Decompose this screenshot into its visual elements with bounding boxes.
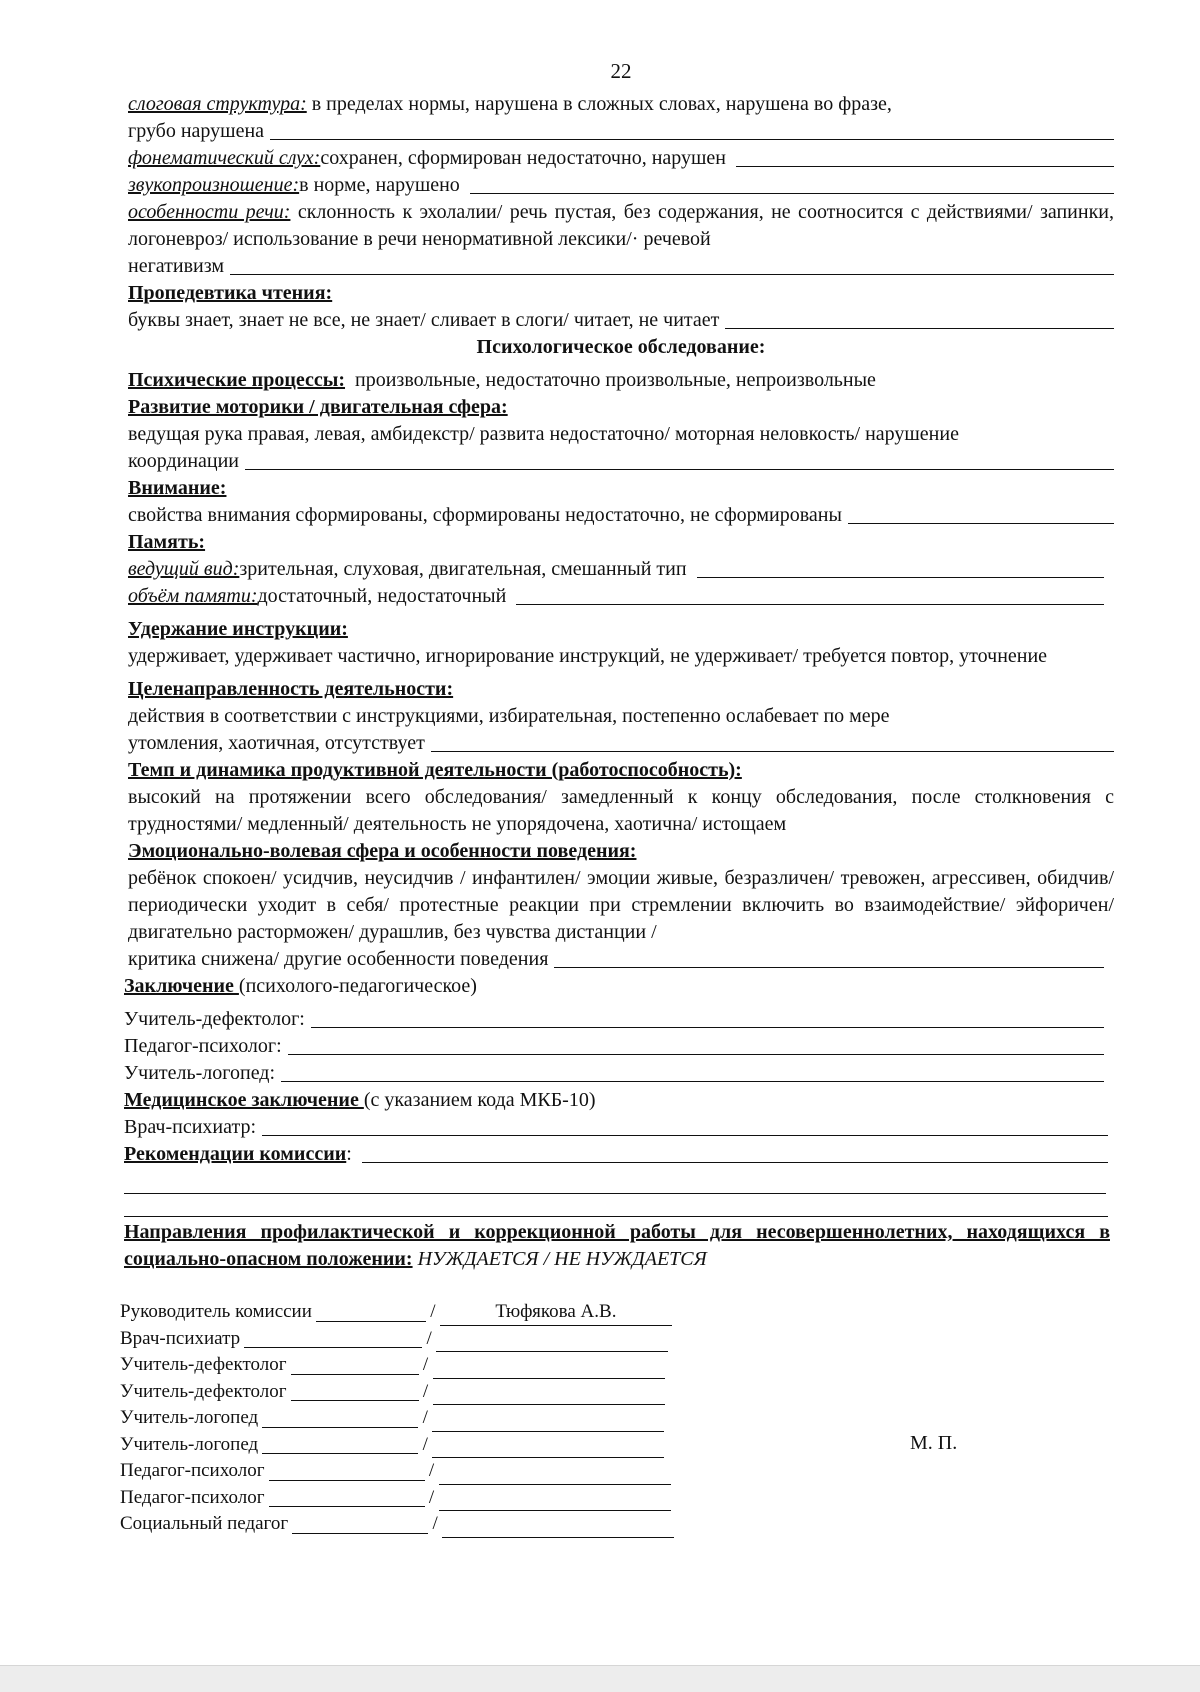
signature-row bbox=[120, 1352, 1114, 1379]
blank-line[interactable] bbox=[124, 1194, 1108, 1217]
reading-line bbox=[128, 307, 1114, 334]
psychiatrist-label: Врач-психиатр: bbox=[124, 1116, 257, 1138]
signature-row bbox=[120, 1432, 1114, 1459]
memory-lead bbox=[128, 556, 1114, 583]
fill-line[interactable] bbox=[431, 750, 1114, 752]
conclusion-header: Заключение bbox=[124, 975, 239, 997]
psych-conclusion bbox=[124, 1033, 1114, 1060]
speech-features bbox=[128, 199, 1114, 253]
syllable-structure bbox=[128, 91, 1114, 118]
viewer-bottom-bar bbox=[0, 1665, 1200, 1692]
fill-line[interactable] bbox=[736, 165, 1114, 167]
signature-row bbox=[120, 1379, 1114, 1406]
instruction-text: удерживает, удерживает частично, игнорирование инструкций, не удерживает/ требуется повтор, уточнение bbox=[128, 645, 1048, 667]
signature-line[interactable] bbox=[292, 1532, 428, 1534]
slash-separator: / bbox=[426, 1327, 432, 1349]
fill-line[interactable] bbox=[725, 327, 1114, 329]
signature-row bbox=[120, 1485, 1114, 1512]
attention-text: свойства внимания сформированы, сформированы недостаточно, не сформированы bbox=[128, 504, 842, 526]
syllable-text: в пределах нормы, нарушена в сложных словах, нарушена во фразе, bbox=[306, 93, 892, 115]
psychiatrist-conclusion bbox=[124, 1114, 1114, 1141]
emotion-text-end: критика снижена/ другие особенности поведения bbox=[128, 948, 549, 970]
signature-role: Учитель-дефектолог bbox=[120, 1354, 287, 1375]
slash-separator: / bbox=[422, 1433, 428, 1455]
emotion-text: ребёнок спокоен/ усидчив, неусидчив / инфантилен/ эмоции живые, безразличен/ тревожен, агрессивен, обидчив/периодически уходит в себя/ протестные реакции при стремлении включить во взаимодействие/ эйфоричен/ двигательно расторможен/ дурашлив, без чувства дистанции / bbox=[128, 867, 1114, 943]
signature-row bbox=[120, 1511, 1114, 1538]
motor-text: ведущая рука правая, левая, амбидекстр/ развита недостаточно/ моторная неловкость/ нарушение bbox=[128, 423, 959, 445]
memory-volume bbox=[128, 583, 1114, 610]
memory-volume-label: объём памяти: bbox=[128, 585, 258, 607]
medical-title bbox=[124, 1087, 1114, 1114]
signature-name[interactable]: Тюфякова А.В. bbox=[440, 1299, 672, 1326]
signature-role: Учитель-логопед bbox=[120, 1407, 259, 1428]
slash-separator: / bbox=[422, 1354, 429, 1375]
sound-pronunciation bbox=[128, 172, 1114, 199]
signature-line[interactable] bbox=[269, 1505, 425, 1507]
slash-separator: / bbox=[428, 1460, 435, 1481]
recommendations-colon: : bbox=[346, 1143, 352, 1165]
fill-line[interactable] bbox=[288, 1053, 1104, 1055]
fill-line[interactable] bbox=[554, 966, 1104, 968]
reading-text: буквы знает, знает не все, не знает/ сливает в слоги/ читает, не читает bbox=[128, 309, 720, 331]
signature-row bbox=[120, 1326, 1114, 1353]
directions bbox=[124, 1219, 1110, 1273]
signature-role: Врач-психиатр bbox=[120, 1327, 241, 1349]
features-text: склонность к эхолалии/ речь пустая, без содержания, не соотносится с действиями/ запинки, логоневроз/ использование в речи ненормативной лексики/· речевой bbox=[128, 201, 1115, 250]
sound-label: звукопроизношение: bbox=[128, 174, 300, 196]
fill-line[interactable] bbox=[848, 522, 1114, 524]
page-number: 22 bbox=[610, 59, 632, 83]
signature-row bbox=[120, 1458, 1114, 1485]
signature-role: Педагог-психолог bbox=[120, 1486, 265, 1508]
features-line bbox=[128, 253, 1114, 280]
syllable-line bbox=[128, 118, 1114, 145]
signature-name[interactable] bbox=[439, 1485, 671, 1512]
recommendations bbox=[124, 1141, 1114, 1168]
memory-lead-text: зрительная, слуховая, двигательная, смешанный тип bbox=[239, 558, 687, 580]
memory-lead-label: ведущий вид: bbox=[128, 558, 240, 580]
slash-separator: / bbox=[430, 1301, 436, 1322]
motor-line bbox=[128, 448, 1114, 475]
stamp-place: М. П. bbox=[910, 1432, 958, 1454]
directions-header: Направления профилактической и коррекционной работы для несовершеннолетних, находящихся в социально-опасном положении: bbox=[124, 1221, 1110, 1270]
fill-line[interactable] bbox=[516, 603, 1104, 605]
fill-line[interactable] bbox=[245, 468, 1114, 470]
attention-header: Внимание: bbox=[128, 477, 227, 499]
signature-line[interactable] bbox=[291, 1373, 419, 1375]
motor-text-end: координации bbox=[128, 450, 240, 472]
slash-separator: / bbox=[422, 1380, 429, 1402]
signature-name[interactable] bbox=[432, 1405, 664, 1432]
signature-name[interactable] bbox=[433, 1352, 665, 1379]
phonemic-text: сохранен, сформирован недостаточно, нарушен bbox=[320, 147, 726, 169]
signature-name[interactable] bbox=[432, 1432, 664, 1459]
logo-conclusion bbox=[124, 1060, 1114, 1087]
signature-line[interactable] bbox=[291, 1399, 419, 1401]
medical-header: Медицинское заключение bbox=[124, 1089, 364, 1111]
fill-line[interactable] bbox=[262, 1134, 1108, 1136]
purpose-header: Целенаправленность деятельности: bbox=[128, 678, 454, 700]
memory-header: Память: bbox=[128, 531, 206, 553]
defect-label: Учитель-дефектолог: bbox=[124, 1008, 305, 1030]
signature-name[interactable] bbox=[433, 1379, 665, 1406]
signatures-block bbox=[120, 1299, 1114, 1538]
syllable-text-end: грубо нарушена bbox=[128, 120, 265, 142]
signature-row bbox=[120, 1299, 1114, 1326]
phonemic-label: фонематический слух: bbox=[128, 147, 321, 169]
signature-line[interactable] bbox=[244, 1346, 422, 1348]
signature-name[interactable] bbox=[436, 1326, 668, 1353]
features-label: особенности речи: bbox=[128, 201, 291, 223]
blank-line[interactable] bbox=[124, 1168, 1106, 1194]
tempo-text: высокий на протяжении всего обследования/ замедленный к концу обследования, после столкновения с трудностями/ медленный/ деятельность не упорядочена, хаотична/ истощаем bbox=[128, 786, 1114, 835]
signature-line[interactable] bbox=[316, 1320, 426, 1322]
defect-conclusion bbox=[124, 1006, 1114, 1033]
signature-name[interactable] bbox=[439, 1458, 671, 1485]
conclusion-note: (психолого-педагогическое) bbox=[238, 975, 477, 997]
tempo-header: Темп и динамика продуктивной деятельности (работоспособность): bbox=[128, 759, 742, 781]
mental-processes bbox=[128, 367, 1114, 394]
fill-line[interactable] bbox=[270, 138, 1114, 140]
psych-title: Психологическое обследование: bbox=[476, 336, 766, 358]
signature-row bbox=[120, 1405, 1114, 1432]
fill-line[interactable] bbox=[362, 1161, 1108, 1163]
fill-line[interactable] bbox=[281, 1080, 1104, 1082]
processes-header: Психические процессы: bbox=[128, 369, 346, 391]
syllable-label: слоговая структура: bbox=[128, 93, 307, 115]
signature-name[interactable] bbox=[442, 1511, 674, 1538]
signature-role: Социальный педагог bbox=[120, 1513, 289, 1534]
slash-separator: / bbox=[432, 1513, 438, 1534]
instruction-header: Удержание инструкции: bbox=[128, 618, 348, 640]
phonemic-hearing bbox=[128, 145, 1114, 172]
reading-header: Пропедевтика чтения: bbox=[128, 282, 333, 304]
fill-line[interactable] bbox=[311, 1026, 1104, 1028]
psych-label: Педагог-психолог: bbox=[124, 1035, 282, 1057]
processes-text: произвольные, недостаточно произвольные, непроизвольные bbox=[345, 369, 876, 391]
emotion-header: Эмоционально-волевая сфера и особенности поведения: bbox=[128, 840, 637, 862]
signature-line[interactable] bbox=[262, 1452, 418, 1454]
directions-value: НУЖДАЕТСЯ / НЕ НУЖДАЕТСЯ bbox=[412, 1248, 707, 1270]
fill-line[interactable] bbox=[697, 576, 1104, 578]
signature-role: Педагог-психолог bbox=[120, 1460, 265, 1481]
sound-text: в норме, нарушено bbox=[299, 174, 460, 196]
fill-line[interactable] bbox=[230, 273, 1114, 275]
memory-volume-text: достаточный, недостаточный bbox=[257, 585, 507, 607]
signature-role: Учитель-дефектолог bbox=[120, 1380, 287, 1402]
fill-line[interactable] bbox=[470, 192, 1114, 194]
motor-header: Развитие моторики / двигательная сфера: bbox=[128, 396, 508, 418]
signature-line[interactable] bbox=[262, 1426, 418, 1428]
attention-line bbox=[128, 502, 1114, 529]
slash-separator: / bbox=[422, 1407, 428, 1428]
medical-note: (с указанием кода МКБ-10) bbox=[363, 1089, 596, 1111]
signature-role: Руководитель комиссии bbox=[120, 1301, 312, 1322]
purpose-text-end: утомления, хаотичная, отсутствует bbox=[128, 732, 425, 754]
signature-role: Учитель-логопед bbox=[120, 1433, 259, 1455]
conclusion-title bbox=[124, 973, 1114, 1000]
logo-label: Учитель-логопед: bbox=[124, 1062, 276, 1084]
signature-line[interactable] bbox=[269, 1479, 425, 1481]
slash-separator: / bbox=[428, 1486, 435, 1508]
purpose-line bbox=[128, 730, 1114, 757]
purpose-text: действия в соответствии с инструкциями, избирательная, постепенно ослабевает по мере bbox=[128, 705, 890, 727]
emotion-line bbox=[128, 946, 1114, 973]
features-text-end: негативизм bbox=[128, 255, 225, 277]
recommendations-header: Рекомендации комиссии bbox=[124, 1143, 347, 1165]
document-page bbox=[120, 58, 1115, 1538]
